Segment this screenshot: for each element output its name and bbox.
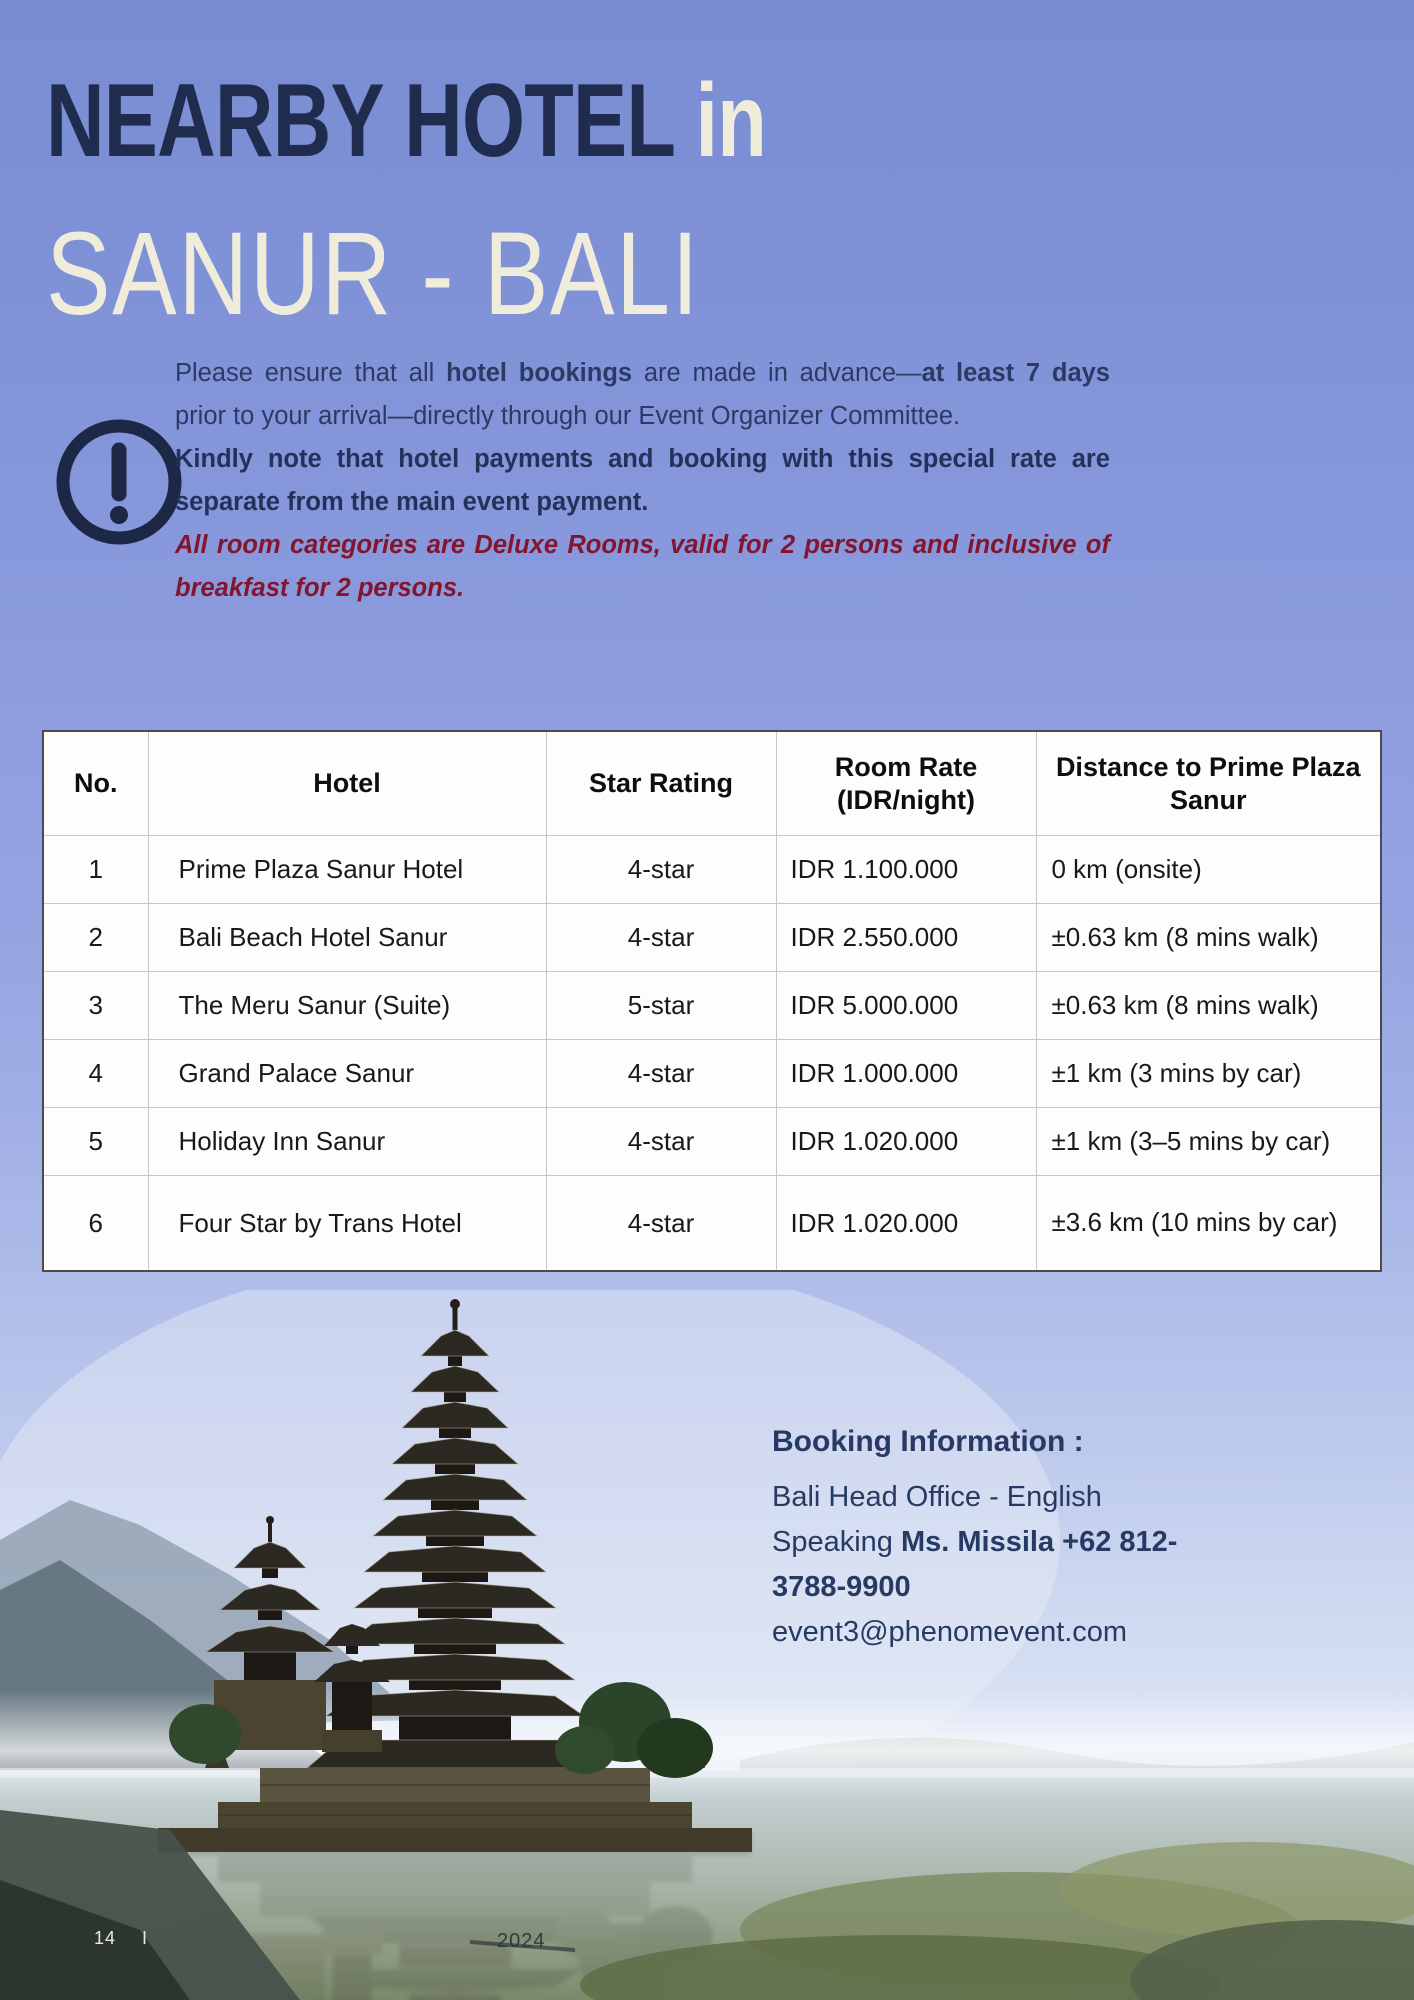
- cell-star: 4-star: [546, 1176, 776, 1272]
- cell-star: 4-star: [546, 904, 776, 972]
- footer-year: 2024: [497, 1930, 546, 1952]
- cell-rate: IDR 1.100.000: [776, 836, 1036, 904]
- cell-hotel: Prime Plaza Sanur Hotel: [148, 836, 546, 904]
- cell-distance: ±0.63 km (8 mins walk): [1036, 972, 1381, 1040]
- booking-heading: Booking Information :: [772, 1425, 1084, 1458]
- booking-contact: Bali Head Office - English Speaking Ms. Missila +62 812-3788-9900: [772, 1481, 1178, 1603]
- notice-block: [175, 352, 1110, 610]
- cell-distance: ±1 km (3–5 mins by car): [1036, 1108, 1381, 1176]
- page-title-in: in: [673, 63, 766, 179]
- notice-paragraph-rooms: All room categories are Deluxe Rooms, valid for 2 persons and inclusive of breakfast for 2 persons.: [175, 531, 1110, 602]
- cell-rate: IDR 1.020.000: [776, 1176, 1036, 1272]
- cell-rate: IDR 2.550.000: [776, 904, 1036, 972]
- header-star: Star Rating: [546, 731, 776, 836]
- page-subtitle: SANUR - BALI: [46, 208, 701, 340]
- cell-no: 5: [43, 1108, 148, 1176]
- cell-rate: IDR 1.000.000: [776, 1040, 1036, 1108]
- table-header-row: [43, 731, 1381, 836]
- table-row: [43, 972, 1381, 1040]
- footer-separator: I: [142, 1928, 149, 1948]
- cell-distance: ±3.6 km (10 mins by car): [1036, 1176, 1381, 1272]
- cell-star: 4-star: [546, 836, 776, 904]
- cell-hotel: Holiday Inn Sanur: [148, 1108, 546, 1176]
- booking-email: event3@phenomevent.com: [772, 1616, 1128, 1648]
- header-no: No.: [43, 731, 148, 836]
- hotel-table: [42, 730, 1382, 1272]
- notice-paragraph-booking: Please ensure that all hotel bookings are made in advance—at least 7 days prior to your arrival—directly through our Event Organizer Committee.: [175, 359, 1110, 430]
- header-hotel: Hotel: [148, 731, 546, 836]
- notice-paragraph-payment: Kindly note that hotel payments and booking with this special rate are separate from the main event payment.: [175, 445, 1110, 516]
- alert-icon: [52, 412, 186, 552]
- cell-rate: IDR 5.000.000: [776, 972, 1036, 1040]
- cell-no: 3: [43, 972, 148, 1040]
- cell-hotel: Bali Beach Hotel Sanur: [148, 904, 546, 972]
- table-row: [43, 1108, 1381, 1176]
- cell-hotel: Grand Palace Sanur: [148, 1040, 546, 1108]
- cell-hotel: Four Star by Trans Hotel: [148, 1176, 546, 1272]
- table-row: [43, 904, 1381, 972]
- page-title-main: NEARBY HOTEL: [46, 63, 674, 179]
- cell-no: 2: [43, 904, 148, 972]
- cell-no: 1: [43, 836, 148, 904]
- page-title: [46, 62, 766, 181]
- cell-star: 4-star: [546, 1108, 776, 1176]
- cell-star: 4-star: [546, 1040, 776, 1108]
- cell-no: 4: [43, 1040, 148, 1108]
- table-row: [43, 1176, 1381, 1272]
- cell-star: 5-star: [546, 972, 776, 1040]
- cell-distance: ±1 km (3 mins by car): [1036, 1040, 1381, 1108]
- cell-distance: 0 km (onsite): [1036, 836, 1381, 904]
- booking-info: [772, 1425, 1220, 1655]
- header-rate: Room Rate (IDR/night): [776, 731, 1036, 836]
- page-number: 14 I: [94, 1928, 149, 1948]
- header-distance: Distance to Prime Plaza Sanur: [1036, 731, 1381, 836]
- table-row: [43, 836, 1381, 904]
- table-row: [43, 1040, 1381, 1108]
- cell-hotel: The Meru Sanur (Suite): [148, 972, 546, 1040]
- cell-rate: IDR 1.020.000: [776, 1108, 1036, 1176]
- cell-no: 6: [43, 1176, 148, 1272]
- cell-distance: ±0.63 km (8 mins walk): [1036, 904, 1381, 972]
